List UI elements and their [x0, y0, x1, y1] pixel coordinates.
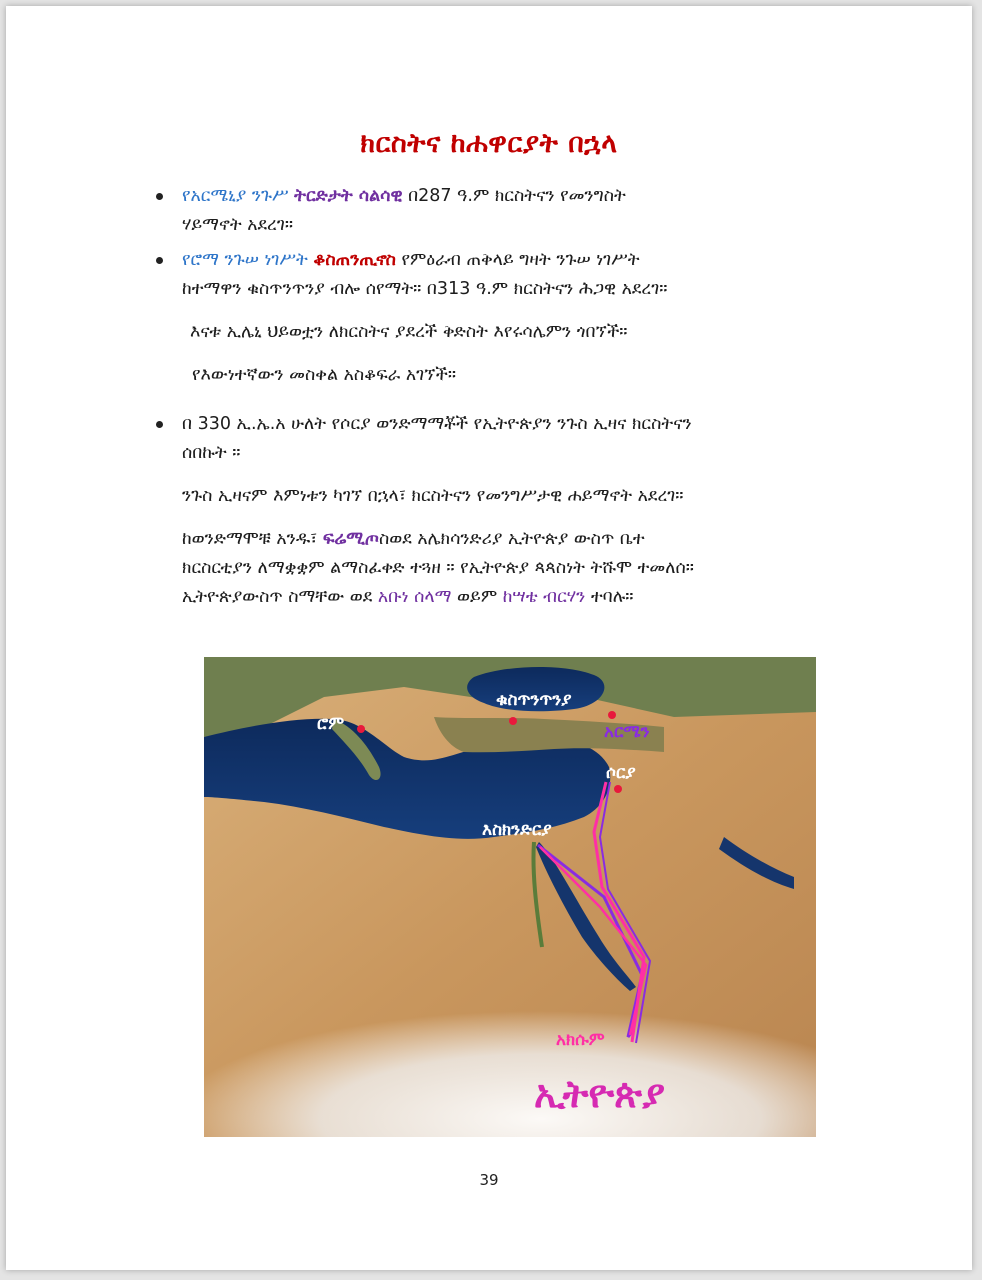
paragraph-ezana: ንጉስ ኢዛናም እምነቱን ካገኘ በኋላ፣ ክርስትናን የመንግሥታዊ ሐይማኖት አደረገ።: [182, 486, 684, 506]
armenia-marker-icon: [608, 711, 616, 719]
bullet-syrian-brothers: [156, 410, 846, 468]
para4-line3-start: ኢትዮጵያውስጥ ስማቸው ወደ: [182, 587, 378, 607]
abune-selama-title: አቡነ ሰላማ: [377, 587, 452, 607]
constantinople-marker-icon: [509, 717, 517, 725]
para4-start: ከወንድማሞቹ አንዱ፣: [182, 529, 323, 549]
kesate-birhan-title: ከሣቴ ብርሃን: [502, 587, 586, 607]
paragraph-true-cross: የእውነተኛውን መስቀል አስቆፍራ አገኘች።: [192, 365, 457, 385]
bullet-armenia: [156, 182, 846, 240]
bullet1-text: በ287 ዓ.ም ክርስትናን የመንግስት: [402, 186, 626, 206]
bullet2-text-line2: ከተማዋን ቁስጥንጥንያ ብሎ ሰየማት። በ313 ዓ.ም ክርስትናን ሕጋዊ አደረገ።: [182, 279, 668, 299]
para4-line2: ክርስርቲያን ለማቋቋም ልማስፈቀድ ተጓዘ ። የኢትዮጵያ ጳጳስነት ትሹሞ ተመለሰ።: [182, 558, 694, 578]
rome-emperor-label: የሮማ ንጉሠ ነገሥት: [182, 250, 308, 270]
route-map: [204, 657, 816, 1137]
para4-middle: ወይም: [451, 587, 503, 607]
tiridates-name: ትርድታት ሳልሳዊ: [294, 186, 403, 206]
map-label-syria: ሶርያ: [606, 763, 636, 783]
paragraph-frumentius: [156, 525, 846, 612]
bullet-dot-icon: [156, 421, 163, 428]
map-label-alexandria: እስክንድርያ: [482, 820, 552, 840]
bullet1-text-line2: ሃይማኖት አደረገ።: [182, 215, 293, 235]
bullet3-text: በ 330 ኢ.ኤ.አ ሁለት የሶርያ ወንድማማቾች የኢትዮጵያን ንጉስ ኢዛና ክርስትናን: [182, 414, 692, 434]
map-label-ethiopia: ኢትዮጵያ: [534, 1072, 665, 1116]
armenia-king-label: የአርሜኒያ ንጉሥ: [182, 186, 289, 206]
syria-marker-icon: [614, 785, 622, 793]
map-label-rome: ሮም: [317, 714, 345, 734]
bullet-dot-icon: [156, 257, 163, 264]
bullet-rome: [156, 246, 846, 304]
bullet2-text: የምዕራብ ጠቅላይ ግዛት ንጉሠ ነገሥት: [395, 250, 640, 270]
paragraph-helena: እናቱ ኢሌኒ ህይወቷን ለክርስትና ያደረች ቅድስት እየሩሳሌምን ጎበኘች።: [190, 322, 628, 342]
document-page: [6, 6, 972, 1270]
constantine-name: ቆስጠንጢኖስ: [313, 250, 396, 270]
para4-part2: ስወደ አሌክሳንድሪያ ኢትዮጵያ ውስጥ ቤተ: [378, 529, 645, 549]
map-label-constantinople: ቁስጥንጥንያ: [496, 690, 572, 710]
page-title: ክርስትና ከሐዋርያት በኋላ: [360, 128, 618, 159]
map-label-armenia: አርሜን: [604, 722, 650, 742]
bullet3-text-line2: ሰበኩት ።: [182, 443, 241, 463]
bullet-dot-icon: [156, 193, 163, 200]
para4-end: ተባሉ።: [585, 587, 634, 607]
page-number: 39: [479, 1171, 499, 1189]
page-content: [156, 182, 846, 612]
cloud-cover: [204, 957, 816, 1137]
map-label-aksum: አክሱም: [556, 1030, 605, 1050]
rome-marker-icon: [357, 725, 365, 733]
frumentius-name: ፍሬሚጦ: [322, 529, 379, 549]
